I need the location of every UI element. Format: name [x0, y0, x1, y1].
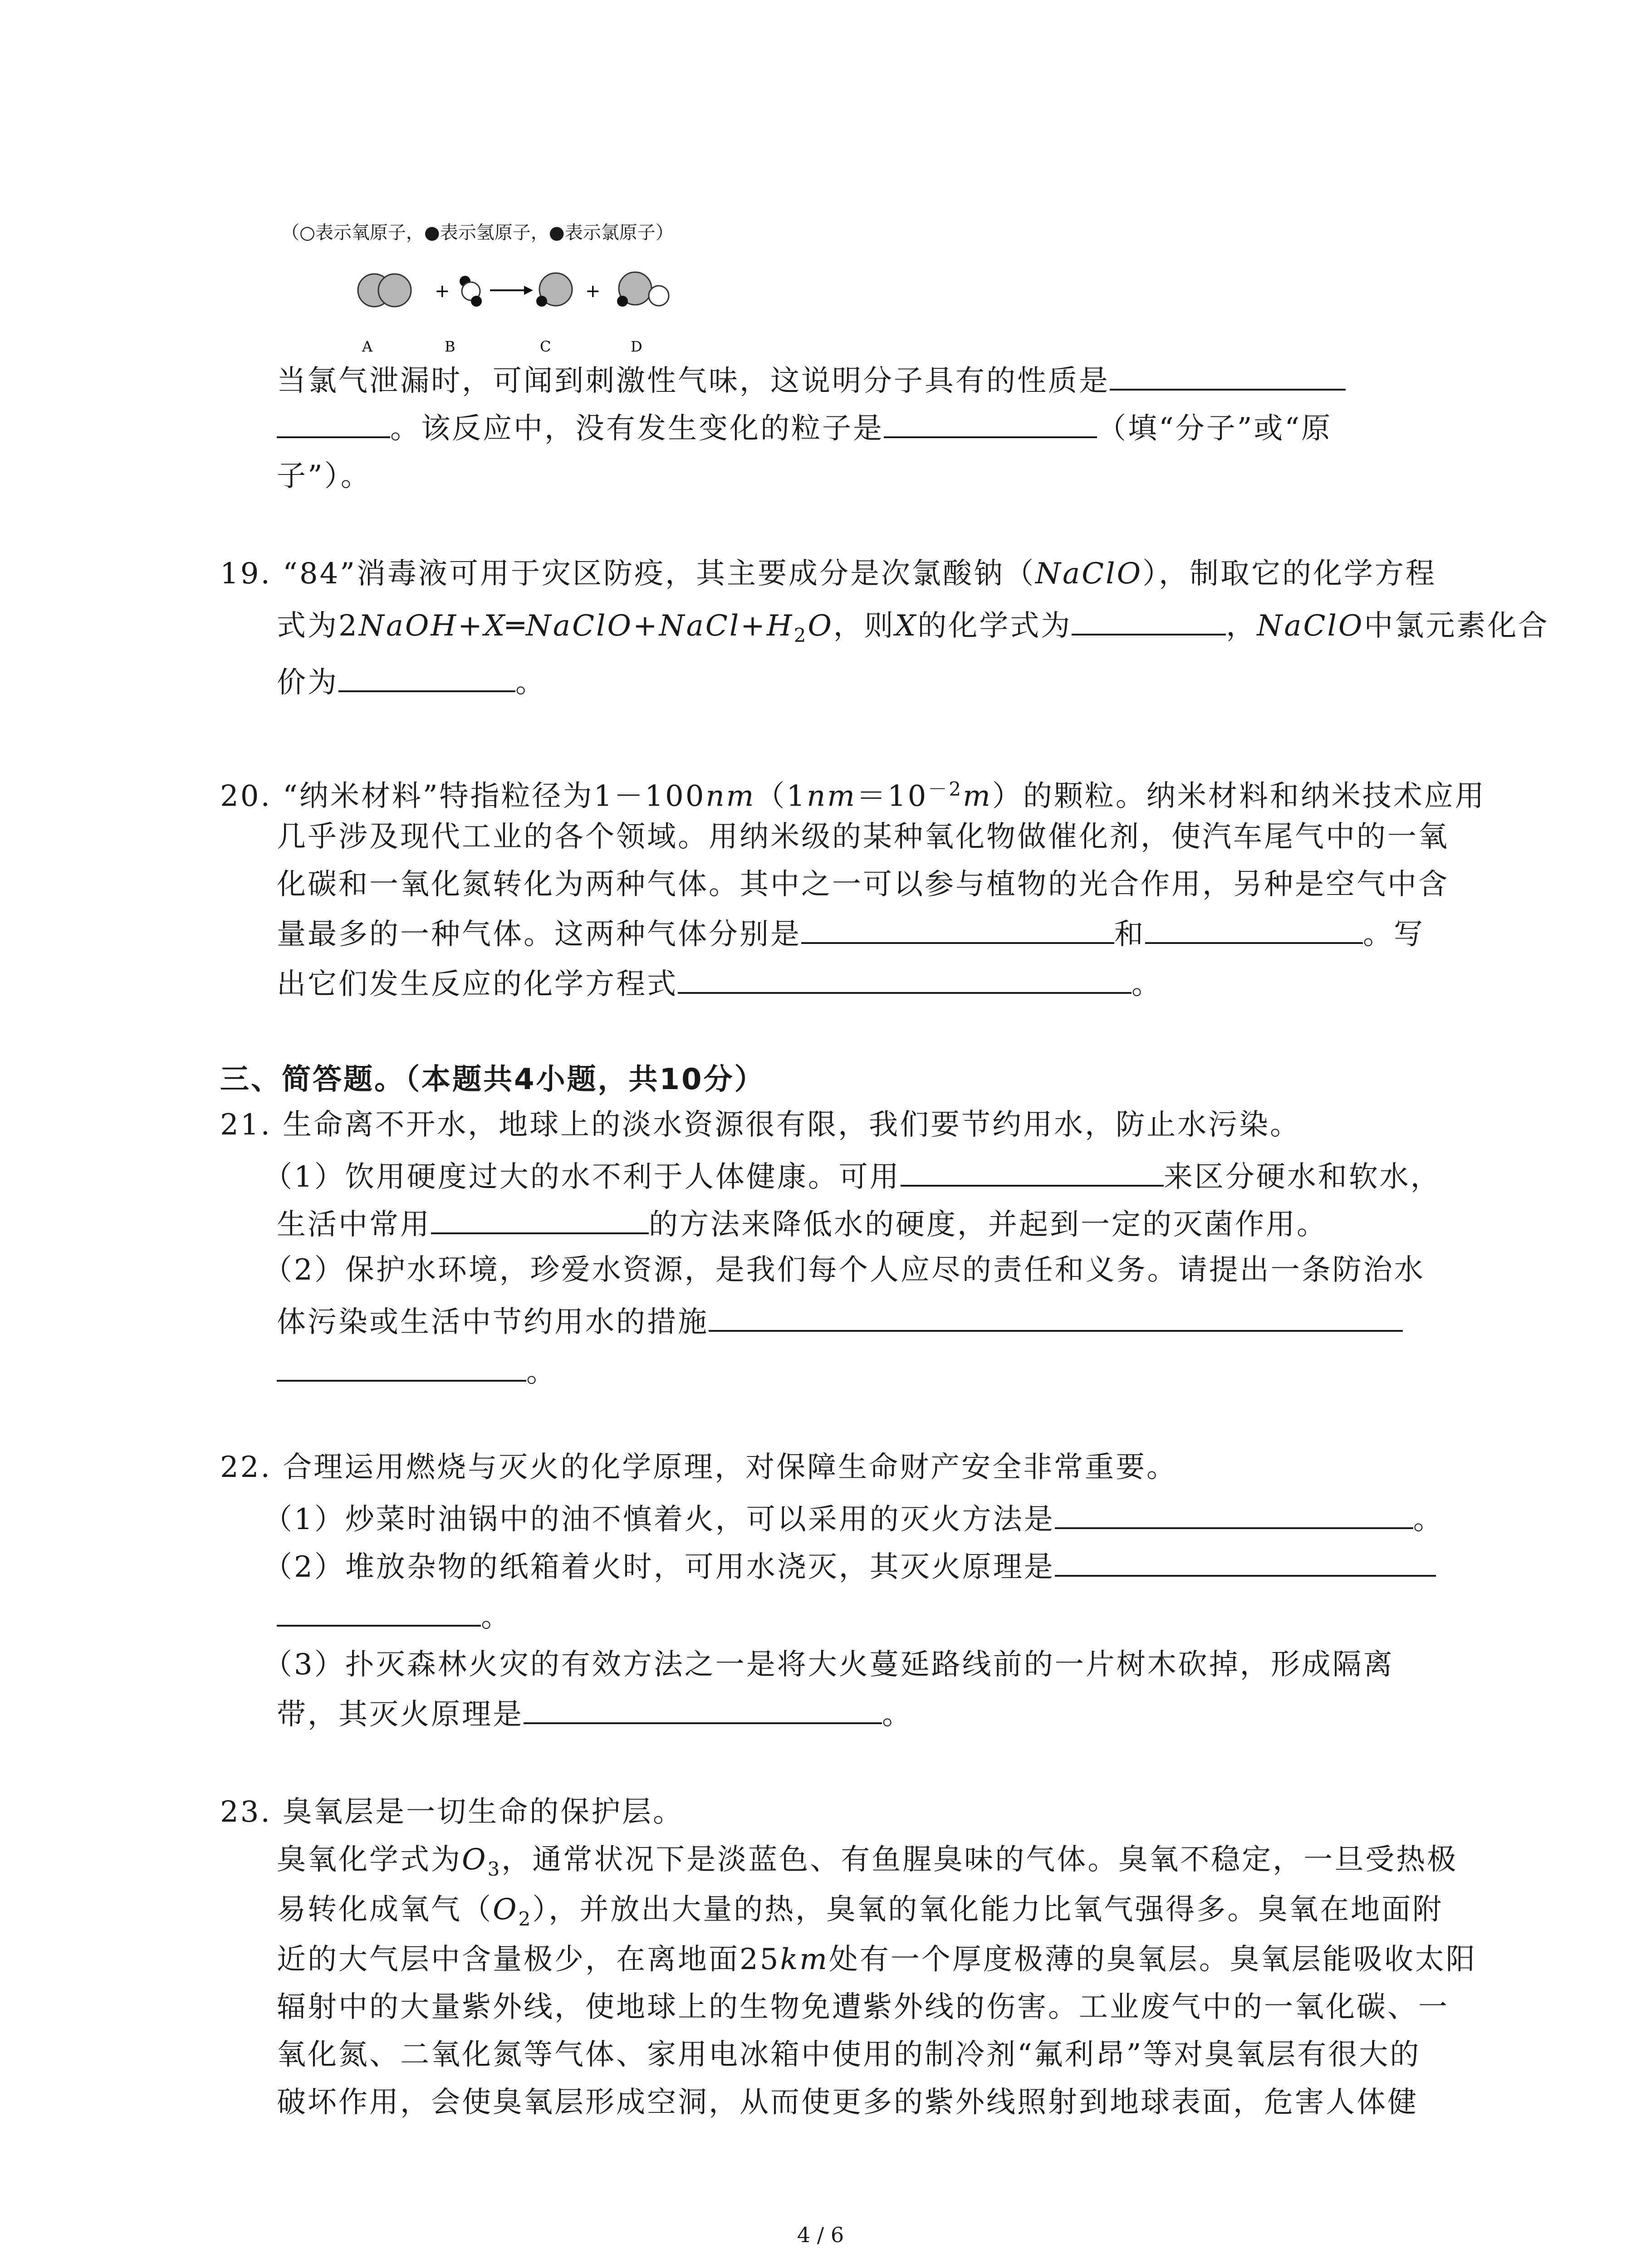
label-b: B [445, 338, 456, 355]
q20-blank-3[interactable] [678, 964, 1132, 994]
q18-blank-2[interactable] [884, 408, 1097, 438]
q21-blank-2[interactable] [431, 1204, 649, 1234]
q22-line-4: 。 [277, 1597, 512, 1635]
molecule-c [536, 273, 572, 307]
q23-line-1: 23. 臭氧层是一切生命的保护层。 [220, 1795, 684, 1829]
q18-line-2: 。该反应中，没有发生变化的粒子是 （填“分子”或“原 [277, 408, 1332, 447]
q18-blank-1[interactable] [1110, 361, 1346, 391]
q21-line-6: 。 [277, 1352, 557, 1390]
q20-line-4: 量最多的一种气体。这两种气体分别是 和 。写 [277, 914, 1425, 953]
q23-line-6: 氧化氮、二氧化氮等气体、家用电冰箱中使用的制冷剂“氟利昂”等对臭氧层有很大的 [277, 2038, 1421, 2072]
q22-line-3: （2）堆放杂物的纸箱着火时，可用水浇灭，其灭火原理是 [263, 1547, 1436, 1585]
reaction-diagram [349, 254, 712, 363]
label-a: A [362, 338, 373, 355]
q20-blank-1[interactable] [801, 914, 1114, 944]
plus-sign-1: + [435, 281, 450, 302]
q22-blank-1[interactable] [1055, 1499, 1413, 1529]
q21-line-1: 21. 生命离不开水，地球上的淡水资源很有限，我们要节约用水，防止水污染。 [220, 1108, 1301, 1142]
q22-blank-3[interactable] [524, 1694, 882, 1724]
q23-line-3: 易转化成氧气$(O_2)$，并放出大量的热，臭氧的氧化能力比氧气强得多。臭氧在地面附 [277, 1893, 1444, 1930]
q18-line-3: 子”）。 [277, 459, 372, 493]
q20-line-5: 出它们发生反应的化学方程式 。 [277, 964, 1162, 1002]
q19-blank-2[interactable] [338, 662, 515, 692]
q23-line-7: 破坏作用，会使臭氧层形成空洞，从而使更多的紫外线照射到地球表面，危害人体健 [277, 2086, 1418, 2119]
label-d: D [631, 338, 642, 355]
q21-blank-1[interactable] [901, 1157, 1164, 1187]
figure-legend [281, 221, 674, 244]
q21-line-3: 生活中常用 的方法来降低水的硬度，并起到一定的灭菌作用。 [277, 1204, 1327, 1243]
q19-line-3: 价为 。 [277, 662, 546, 701]
q21-blank-3[interactable] [709, 1302, 1403, 1332]
q20-blank-2[interactable] [1145, 914, 1363, 944]
legend-text: （○表示氧原子，●表示氢原子，●表示氯原子） [281, 222, 674, 243]
molecule-b [460, 276, 482, 307]
q22-line-1: 22. 合理运用燃烧与灭火的化学原理，对保障生命财产安全非常重要。 [220, 1451, 1178, 1484]
q19-line-1: 19. “84”消毒液可用于灾区防疫，其主要成分是次氯酸钠（NaClO），制取它的化学方程 [220, 557, 1437, 591]
q21-blank-3-cont[interactable] [277, 1352, 526, 1382]
molecule-d [617, 272, 669, 307]
q18-blank-1-cont[interactable] [277, 408, 390, 438]
plus-sign-2: + [585, 281, 601, 302]
q22-line-2: （1）炒菜时油锅中的油不慎着火，可以采用的灭火方法是 。 [263, 1499, 1444, 1538]
q22-line-6: 带，其灭火原理是 。 [277, 1694, 913, 1733]
label-c: C [540, 338, 551, 355]
q22-line-5: （3）扑灭森林火灾的有效方法之一是将大火蔓延路线前的一片树木砍掉，形成隔离 [263, 1648, 1394, 1681]
q20-line-1: 20. “纳米材料”特指粒径为$1-100nm(1nm=10^{-2}m)$的颗粒。纳米材料和纳米技术应用 [220, 778, 1486, 813]
arrow [490, 286, 533, 295]
q20-line-2: 几乎涉及现代工业的各个领域。用纳米级的某种氧化物做催化剂，使汽车尾气中的一氧 [277, 820, 1449, 854]
q21-line-4: （2）保护水环境，珍爱水资源，是我们每个人应尽的责任和义务。请提出一条防治水 [263, 1253, 1425, 1287]
molecule-a [358, 274, 411, 307]
q21-line-5: 体污染或生活中节约用水的措施 [277, 1302, 1403, 1340]
page-number: 4 / 6 [797, 2223, 844, 2247]
q19-blank-1[interactable] [1072, 606, 1226, 635]
q18-line-1: 当氯气泄漏时，可闻到刺激性气味，这说明分子具有的性质是 [277, 361, 1346, 399]
section-3-heading: 三、简答题。（本题共4小题，共10分） [220, 1063, 765, 1096]
q21-line-2: （1）饮用硬度过大的水不利于人体健康。可用 来区分硬水和软水， [263, 1157, 1441, 1195]
q23-line-4: 近的大气层中含量极少，在离地面25km处有一个厚度极薄的臭氧层。臭氧层能吸收太阳 [277, 1943, 1477, 1976]
q19-line-2: 式为$2NaOH+X═NaClO+NaCl+H_2O$，则X的化学式为 ，NaClO中氯元素化合 [277, 606, 1549, 654]
q23-line-2: 臭氧化学式为$O_3$，通常状况下是淡蓝色、有鱼腥臭味的气体。臭氧不稳定，一旦受热极 [277, 1843, 1458, 1880]
q22-blank-2-cont[interactable] [277, 1597, 481, 1627]
q23-line-5: 辐射中的大量紫外线，使地球上的生物免遭紫外线的伤害。工业废气中的一氧化碳、一 [277, 1990, 1449, 2024]
q20-line-3: 化碳和一氧化氮转化为两种气体。其中之一可以参与植物的光合作用，另种是空气中含 [277, 868, 1449, 901]
q22-blank-2[interactable] [1055, 1547, 1436, 1577]
